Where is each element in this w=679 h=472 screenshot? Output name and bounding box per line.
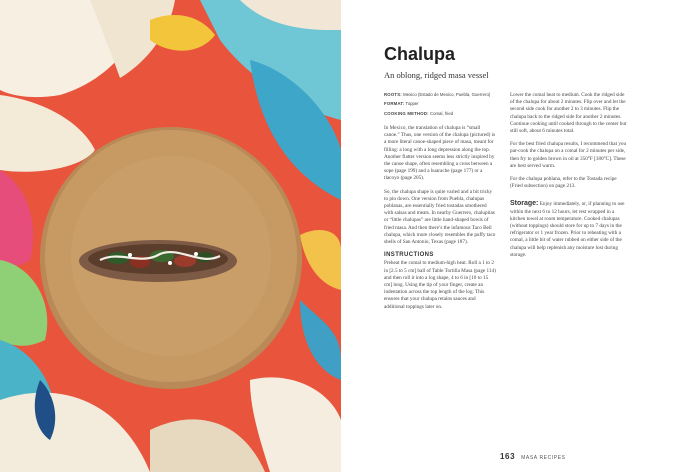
instructions-paragraph: Preheat the comal to medium-high heat. Roll a 1 to 2 in [2.5 to 5 cm] ball of Table Tortilla Masa (page 114) and then roll it into a log shape, 4 to 6 in [10 to 15 cm] long. Using the tip of your finger, create an indentation across the top length of the log. This ensures that your chalupa retains sauces and additional toppings later on. — [384, 260, 496, 310]
storage-label: Storage: — [510, 200, 539, 208]
meta-roots: ROOTS: Mexico (Estado de Mexico, Puebla, Guerrero) — [384, 92, 491, 97]
recipe-title: Chalupa — [384, 44, 456, 64]
instructions-heading: INSTRUCTIONS — [384, 252, 434, 259]
text-column-left — [384, 92, 496, 317]
storage-text: Enjoy immediately, or, if planning to use within the next 6 to 12 hours, let rest wrapped in a kitchen towel at room temperature. Cooked chalupas (without toppings) should store for up to 7 days in the refrigerator or 1 year frozen. Prior to reheating with a comal, a little bit of water rubbed on either side of the chalupa will help replenish any moisture lost during storage. — [510, 201, 625, 258]
text-column-right — [510, 92, 628, 265]
storage-paragraph — [510, 200, 628, 259]
recipe-subtitle: An oblong, ridged masa vessel — [384, 70, 489, 80]
meta-cooking-method: COOKING METHOD: Comal, fried — [384, 110, 454, 116]
recipe-meta — [384, 92, 496, 117]
instructions-paragraph: Lower the comal heat to medium. Cook the ridged side of the chalupa for about 2 minutes. Flip over and let the second side cook for another 2 to 3 minutes. Flip the chalupa back to the ridged side for another 2 minutes. Continue cooking until cooked through to the center but still soft, about 6 minutes total. — [510, 92, 627, 135]
page-footer — [500, 452, 566, 461]
recipe-text-page — [341, 0, 679, 472]
instructions-paragraph: For the chalupa poblana, refer to the Tostada recipe (Fried subsection) on page 213. — [510, 176, 617, 190]
section-name: MASA RECIPES — [521, 455, 566, 461]
instructions-paragraph: For the best fried chalupa results, I recommend that you par-cook the chalupa on a comal for 2 minutes per side, then fry to golden brown in oil at 350°F [180°C]. These are best served warm. — [510, 141, 627, 169]
intro-paragraph: In Mexico, the translation of chalupa is “small canoe.” Thus, one version of the chalupa (pictured) is a more literal canoe-shaped piece of masa, meant for filling: a long with a long depression along the top. Another flatter version seems less strictly inspired by the canoe shape, often resembling a cross between a sope (page 199) and a huarache (page 177) or a tlacoyo (page 205). — [384, 124, 496, 182]
meta-format: FORMAT: Topper — [384, 101, 419, 107]
page-number: 163 — [500, 452, 516, 461]
intro-paragraph: So, the chalupa shape is quite varied and a bit tricky to pin down. One version from Puebla, chalupas poblanas, are essentially fried tostadas smothered with salsas and meats. In nearby Guerrero, chalupitas or “little chalupas” are little hand-shaped bowls of fried masa. And then there’s the infamous Taco Bell chalupa, which more closely resembles the puffy taco shells of San Antonio, Texas (page 187). — [384, 188, 496, 245]
